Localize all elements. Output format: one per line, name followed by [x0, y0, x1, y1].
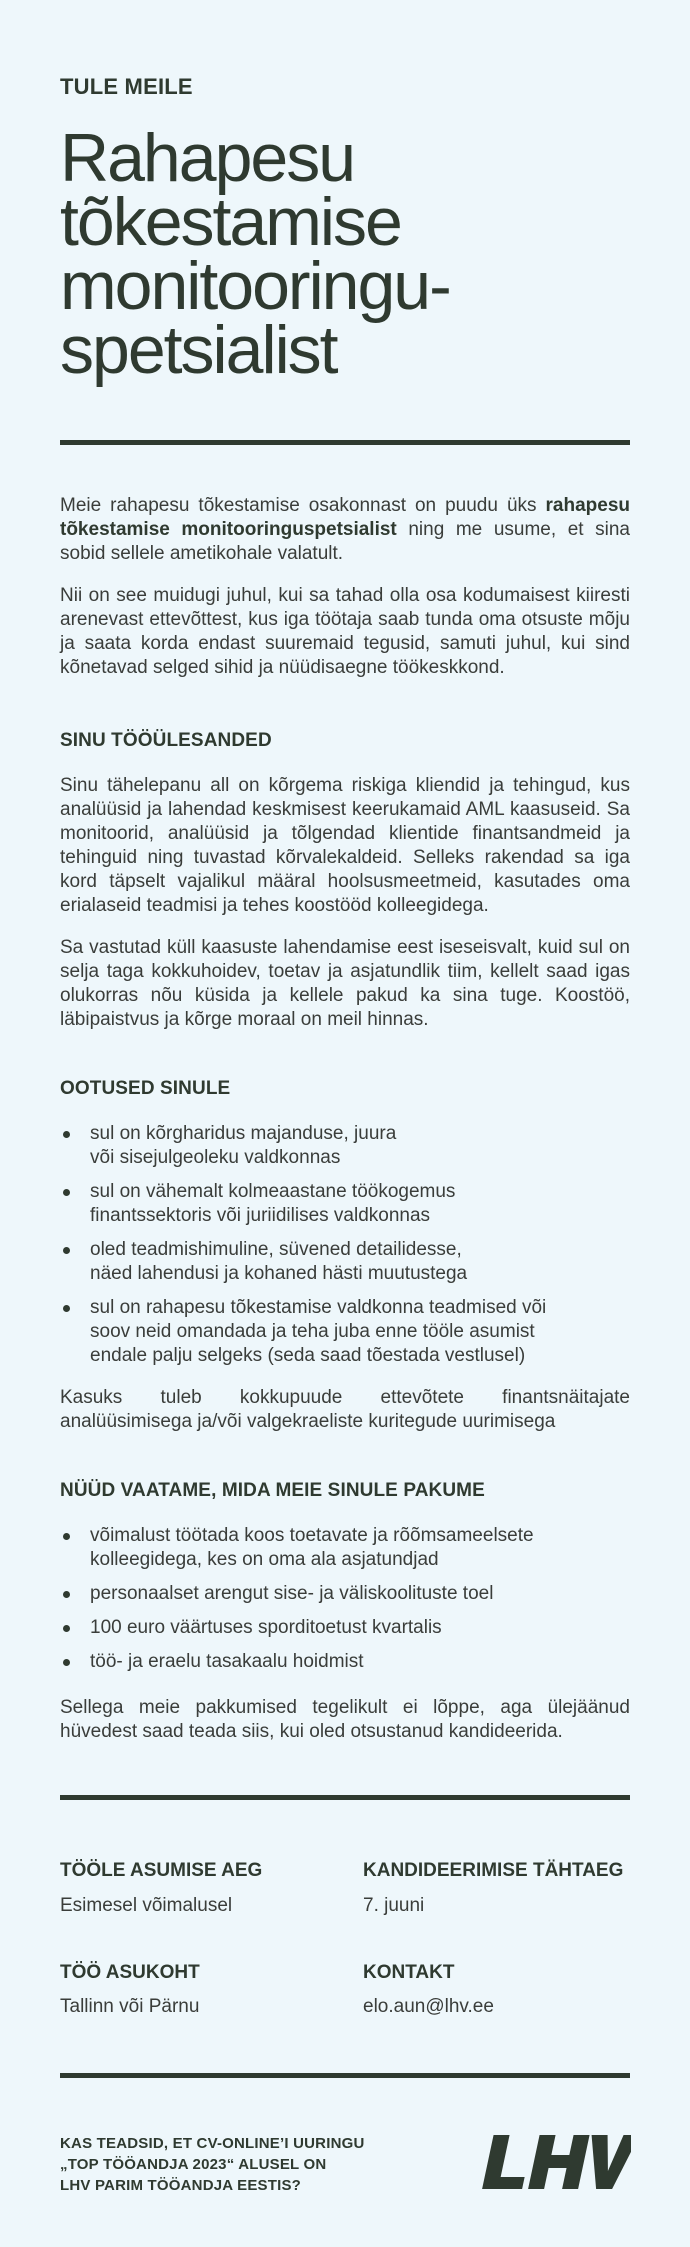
divider-top: [60, 440, 630, 445]
deadline-label: KANDIDEERIMISE TÄHTAEG: [363, 1860, 624, 1881]
offer-list: [60, 1524, 630, 1674]
bullet-icon: [63, 1247, 70, 1254]
list-item: sul on vähemalt kolmeaastane töökogemus finantssektoris või juriidilises valdkonnas: [60, 1180, 630, 1228]
intro-paragraph-2: Nii on see muidugi juhul, kui sa tahad olla osa kodumaisest kiiresti arenevast ettevõttest, kus iga töötaja saab tunda oma otsuste mõju ja saata korda endast suuremaid tegusid, samuti juhul, kui sind kõnetavad selged sihid ja nüüdisaegne töökeskkond.: [60, 585, 630, 678]
list-item: oled teadmishimuline, süvened detailidesse, näed lahendusi ja kohaned hästi muutustega: [60, 1238, 630, 1286]
expectations-list: [60, 1122, 630, 1368]
start-value: Esimesel võimalusel: [60, 1895, 233, 1916]
lhv-logo: [476, 2133, 631, 2191]
list-item: töö- ja eraelu tasakaalu hoidmist: [60, 1650, 630, 1674]
expectations-note: Kasuks tuleb kokkupuude ettevõtete finantsnäitajate analüüsimisega ja/või valgekraeliste kuritegude uurimisega: [60, 1387, 630, 1432]
bullet-icon: [63, 1591, 70, 1598]
offer-list-wrap: [60, 1524, 630, 1684]
list-item: sul on rahapesu tõkestamise valdkonna teadmised või soov neid omandada ja teha juba enne tööle asumist endale palju selgeks (seda saad tõestada vestlusel): [60, 1296, 630, 1368]
location-label: TÖÖ ASUKOHT: [60, 1962, 200, 1983]
bullet-icon: [63, 1659, 70, 1666]
duties-heading: SINU TÖÖÜLESANDED: [60, 730, 272, 751]
bullet-icon: [63, 1189, 70, 1196]
footer-note: KAS TEADSID, ET CV-ONLINE’I UURINGU „TOP TÖÖANDJA 2023“ ALUSEL ON LHV PARIM TÖÖANDJA EESTIS?: [60, 2135, 365, 2194]
list-item: 100 euro väärtuses sporditoetust kvartalis: [60, 1616, 630, 1640]
bullet-icon: [63, 1131, 70, 1138]
deadline-value: 7. juuni: [363, 1895, 425, 1916]
location-value: Tallinn või Pärnu: [60, 1996, 200, 2017]
expectations-heading: OOTUSED SINULE: [60, 1078, 231, 1099]
contact-email-link[interactable]: elo.aun@lhv.ee: [363, 1996, 494, 2017]
offer-note: Sellega meie pakkumised tegelikult ei lõppe, aga ülejäänud hüvedest saad teada siis, kui oled otsustanud kandideerida.: [60, 1697, 630, 1742]
eyebrow-heading: TULE MEILE: [60, 74, 193, 99]
intro-paragraph-1: Meie rahapesu tõkestamise osakonnast on puudu üks rahapesu tõkestamise monitooringuspetsialist ning me usume, et sina sobid sellele ametikohale valatult.: [60, 495, 630, 564]
intro-highlight: rahapesu tõkestamise monitooringuspetsialist: [60, 495, 630, 540]
duties-paragraph-2: Sa vastutad küll kaasuste lahendamise eest iseseisvalt, kuid sul on selja taga kokkuhoidev, toetav ja asjatundlik tiim, kellelt saad igas olukorras nõu küsida ja kellele pakud ka sina tuge. Koostöö, läbipaistvus ja kõrge moraal on meil hinnas.: [60, 937, 630, 1030]
duties-section: [60, 774, 630, 1050]
job-title: Rahapesu tõkestamise monitooringu- spetsialist: [60, 120, 450, 388]
intro-section: [60, 494, 630, 698]
divider-middle: [60, 1795, 630, 1800]
duties-paragraph-1: Sinu tähelepanu all on kõrgema riskiga kliendid ja tehingud, kus analüüsid ja lahendad keskmisest keerukamaid AML kaasuseid. Sa monitoorid, analüüsid ja tõlgendad klientide finantsandmeid ja tehinguid ning tuvastad kõrvalekaldeid. Selleks rakendad sa iga kord täpselt vajalikul määral hoolsusmeetmeid, kasutades oma erialaseid teadmisi ja tehes koostööd kolleegidega.: [60, 775, 630, 916]
bullet-icon: [63, 1305, 70, 1312]
offer-heading: NÜÜD VAATAME, MIDA MEIE SINULE PAKUME: [60, 1480, 485, 1501]
start-label: TÖÖLE ASUMISE AEG: [60, 1860, 263, 1881]
bullet-icon: [63, 1533, 70, 1540]
list-item: võimalust töötada koos toetavate ja rõõmsameelsete kolleegidega, kes on oma ala asjatundjad: [60, 1524, 630, 1572]
contact-label: KONTAKT: [363, 1962, 455, 1983]
list-item: personaalset arengut sise- ja väliskoolituste toel: [60, 1582, 630, 1606]
expectations-list-wrap: [60, 1122, 630, 1378]
bullet-icon: [63, 1625, 70, 1632]
list-item: sul on kõrgharidus majanduse, juura või sisejulgeoleku valdkonnas: [60, 1122, 630, 1170]
divider-bottom: [60, 2073, 630, 2078]
